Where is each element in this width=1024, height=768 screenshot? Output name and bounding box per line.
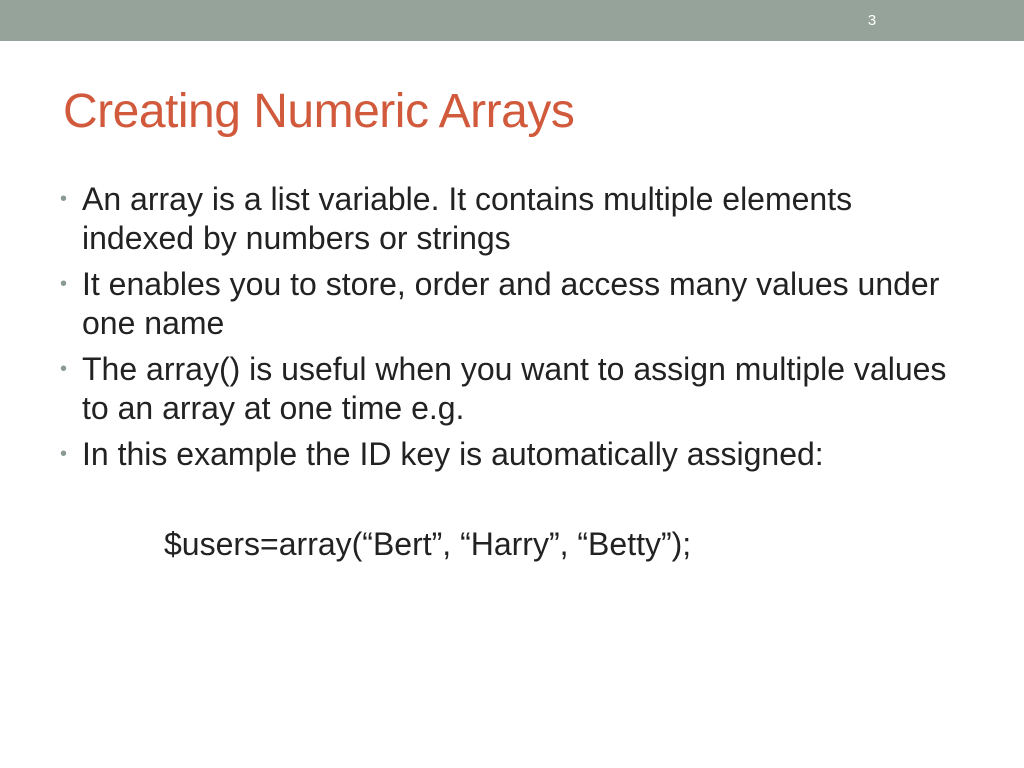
top-bar bbox=[0, 0, 1024, 41]
bullet-dot-icon: • bbox=[60, 443, 68, 465]
slide-number: 3 bbox=[867, 12, 877, 29]
bullet-list bbox=[60, 180, 960, 481]
bullet-item bbox=[60, 435, 960, 474]
bullet-dot-icon: • bbox=[60, 273, 68, 295]
bullet-text: In this example the ID key is automatically assigned: bbox=[82, 436, 824, 472]
bullet-text: The array() is useful when you want to assign multiple values to an array at one time e.g. bbox=[82, 351, 947, 426]
code-example: $users=array(“Bert”, “Harry”, “Betty”); bbox=[164, 526, 692, 562]
bullet-item bbox=[60, 350, 960, 428]
slide-title: Creating Numeric Arrays bbox=[63, 85, 575, 138]
bullet-dot-icon: • bbox=[60, 188, 68, 210]
bullet-item bbox=[60, 180, 960, 258]
bullet-dot-icon: • bbox=[60, 358, 68, 380]
bullet-item bbox=[60, 265, 960, 343]
bullet-text: An array is a list variable. It contains multiple elements indexed by numbers or strings bbox=[82, 181, 853, 256]
bullet-text: It enables you to store, order and access many values under one name bbox=[82, 266, 940, 341]
